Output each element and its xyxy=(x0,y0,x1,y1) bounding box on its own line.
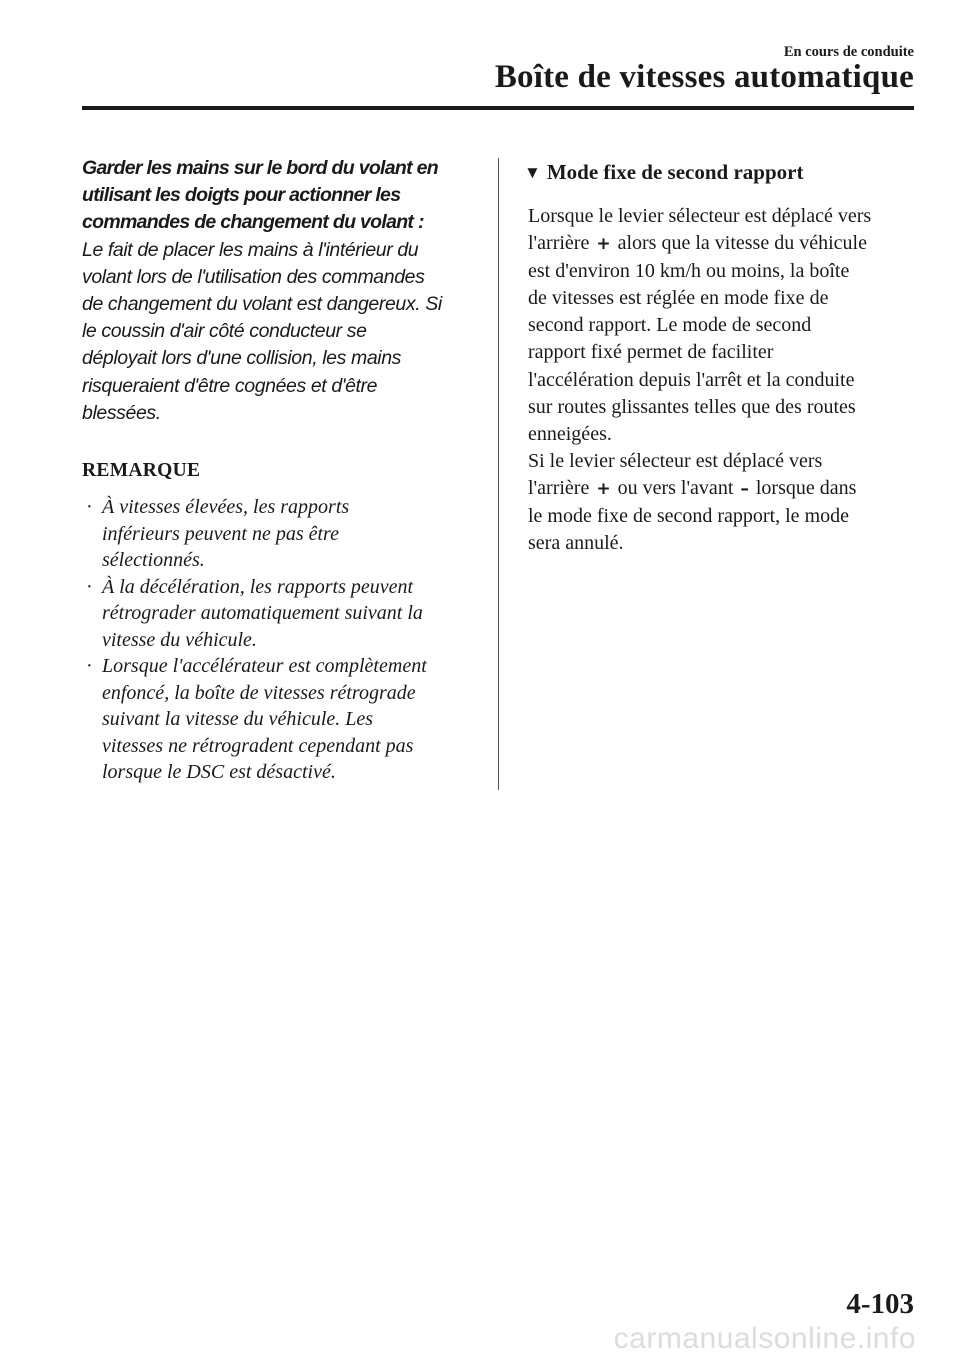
section-body xyxy=(528,203,920,557)
note-line: vitesse du véhicule. xyxy=(102,628,257,651)
note-line: À la décélération, les rapports peuvent xyxy=(102,575,414,598)
warning-body-line: de changement du volant est dangereux. Si xyxy=(82,293,442,316)
body-line: Si le levier sélecteur est déplacé vers xyxy=(528,449,823,472)
body-line: le mode fixe de second rapport, le mode xyxy=(528,505,849,528)
body-text: l'arrière xyxy=(528,476,590,499)
warning-body-line: risqueraient d'être cognées et d'être xyxy=(82,374,378,397)
note-line: enfoncé, la boîte de vitesses rétrograde xyxy=(102,681,416,704)
body-line: rapport fixé permet de faciliter xyxy=(528,341,774,364)
warning-heading-line: Garder les mains sur le bord du volant en xyxy=(82,157,438,179)
body-line: est d'environ 10 km/h ou moins, la boîte xyxy=(528,260,850,283)
plus-icon: + xyxy=(596,478,611,499)
body-line: enneigées. xyxy=(528,422,612,445)
bullet: · xyxy=(86,655,93,678)
left-column xyxy=(82,155,482,786)
plus-icon: + xyxy=(596,234,611,255)
body-line xyxy=(528,230,920,258)
running-header-title: Boîte de vitesses automatique xyxy=(494,59,914,95)
warning-heading-line: commandes de changement du volant : xyxy=(82,211,424,234)
body-line: de vitesses est réglée en mode fixe de xyxy=(528,287,829,310)
body-text: lorsque dans xyxy=(755,476,857,499)
triangle-down-icon: ▼ xyxy=(524,163,541,182)
body-text: ou vers l'avant xyxy=(617,476,734,499)
warning-body-line: volant lors de l'utilisation des commandes xyxy=(82,265,425,288)
page-number: 4-103 xyxy=(846,1288,914,1320)
warning-heading-line: utilisant les doigts pour actionner les xyxy=(82,184,401,207)
warning-body-line: blessées. xyxy=(82,401,161,424)
body-text: alors que la vitesse du véhicule xyxy=(617,232,867,255)
warning-body-line: le coussin d'air côté conducteur se xyxy=(82,320,367,343)
note-line: sélectionnés. xyxy=(102,549,205,572)
warning-heading xyxy=(82,155,482,237)
note-line: inférieurs peuvent ne pas être xyxy=(102,522,339,545)
note-heading: REMARQUE xyxy=(82,460,201,482)
warning-body-line: Le fait de placer les mains à l'intérieur du xyxy=(82,238,419,261)
watermark: carmanualsonline.info xyxy=(613,1322,916,1355)
note-item xyxy=(82,574,482,654)
running-header-section: En cours de conduite xyxy=(783,44,914,60)
bullet: · xyxy=(86,575,93,598)
note-line: suivant la vitesse du véhicule. Les xyxy=(102,708,374,731)
warning-body-line: déployait lors d'une collision, les mains xyxy=(82,347,401,370)
note-line: lorsque le DSC est désactivé. xyxy=(102,761,336,784)
body-line: second rapport. Le mode de second xyxy=(528,314,812,337)
minus-icon: – xyxy=(740,478,749,499)
body-line: sera annulé. xyxy=(528,532,624,555)
body-text: l'arrière xyxy=(528,232,590,255)
right-column xyxy=(524,158,920,557)
note-line: rétrograder automatiquement suivant la xyxy=(102,602,423,625)
column-divider xyxy=(498,158,499,790)
note-line: À vitesses élevées, les rapports xyxy=(102,496,350,519)
note-item xyxy=(82,653,482,786)
body-line: sur routes glissantes telles que des routes xyxy=(528,395,856,418)
note-item xyxy=(82,494,482,574)
warning-body xyxy=(82,237,482,427)
note-line: vitesses ne rétrogradent cependant pas xyxy=(102,734,414,757)
section-heading-text: Mode fixe de second rapport xyxy=(546,160,804,184)
body-line: l'accélération depuis l'arrêt et la conduite xyxy=(528,368,855,391)
header-rule xyxy=(82,106,914,110)
note-line: Lorsque l'accélérateur est complètement xyxy=(102,655,427,678)
note-list xyxy=(82,494,482,786)
body-line xyxy=(528,475,920,503)
bullet: · xyxy=(86,496,93,519)
section-heading xyxy=(524,158,920,187)
body-line: Lorsque le levier sélecteur est déplacé vers xyxy=(528,205,872,227)
